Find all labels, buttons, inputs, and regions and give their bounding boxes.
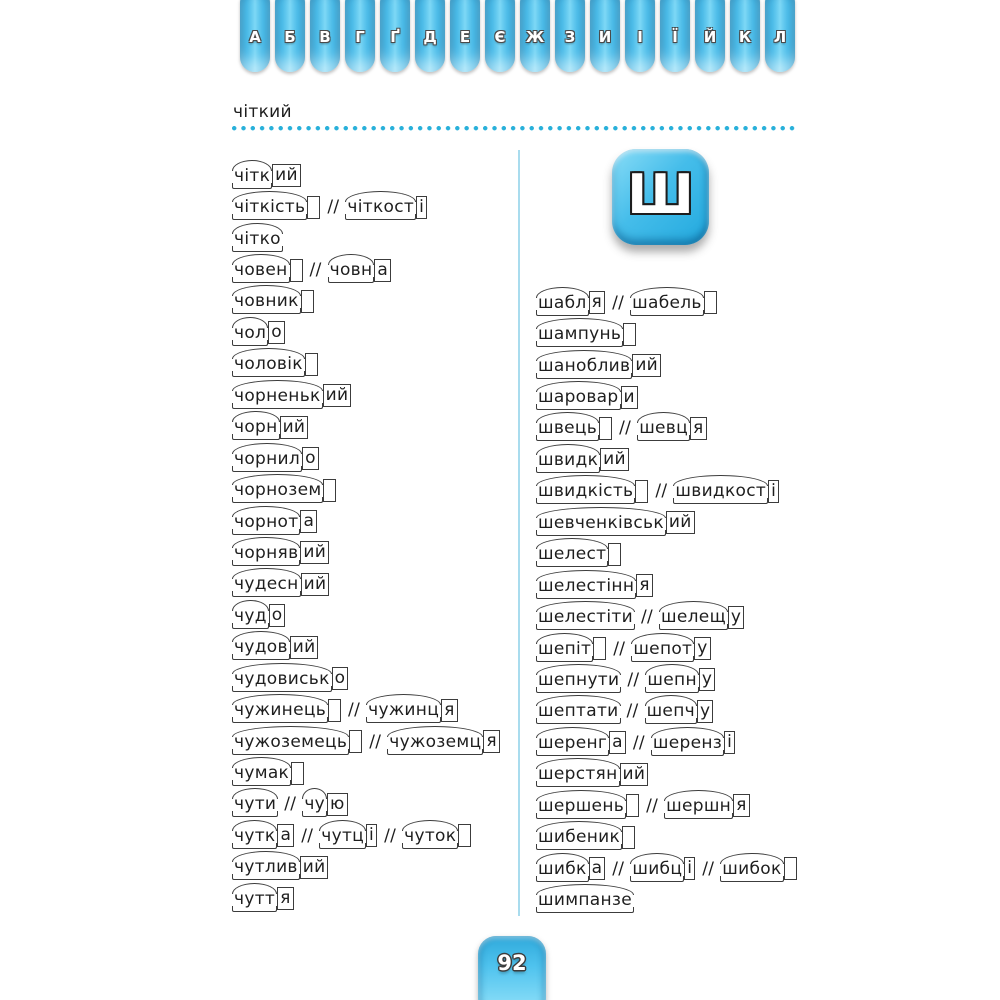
dictionary-entry [537, 539, 817, 570]
word-form [537, 731, 626, 754]
form-separator: // [369, 731, 382, 752]
alphabet-tab-І[interactable] [625, 0, 655, 72]
dictionary-entry [233, 883, 518, 914]
word-form [233, 259, 303, 282]
dictionary-entry [233, 820, 518, 851]
form-separator: // [613, 638, 626, 659]
word-stem: чутлив [234, 857, 298, 878]
ending-box: ий [272, 164, 301, 187]
zero-ending-box [626, 794, 639, 817]
word-stem: чудовиськ [234, 668, 330, 689]
zero-ending-box [307, 196, 320, 219]
word-form [329, 259, 392, 282]
word-form [233, 824, 294, 847]
ending-box: ий [290, 636, 319, 659]
zero-ending-box [704, 291, 717, 314]
zero-ending-box [301, 290, 314, 313]
word-stem: шепч [646, 701, 695, 722]
word-stem: шибк [538, 858, 587, 879]
dictionary-entry [537, 287, 817, 318]
dictionary-entry [537, 507, 817, 538]
word-stem: шибок [722, 858, 782, 879]
dictionary-entry [233, 600, 518, 631]
word-form [537, 448, 629, 471]
alphabet-tab-label: В [319, 27, 331, 46]
word-stem: швидкість [538, 481, 634, 502]
word-stem: чіткост [347, 197, 415, 218]
ending-box: я [277, 887, 294, 910]
alphabet-tab-Ї[interactable] [660, 0, 690, 72]
word-stem: шеренз [652, 732, 723, 753]
form-separator: // [284, 794, 297, 815]
zero-ending-box [291, 762, 304, 785]
ending-box: у [728, 606, 744, 629]
dictionary-entry [233, 286, 518, 317]
page-number: 92 [497, 951, 527, 975]
word-stem: чутк [234, 825, 276, 846]
form-separator: // [646, 795, 659, 816]
form-separator: // [655, 481, 668, 502]
word-form [665, 794, 750, 817]
word-form [537, 480, 648, 503]
dictionary-entry [233, 223, 518, 254]
word-stem: шелест [538, 544, 607, 565]
alphabet-tab-К[interactable] [730, 0, 760, 72]
ending-box: і [366, 824, 377, 847]
dictionary-entry [537, 727, 817, 758]
left-word-column [233, 160, 518, 915]
word-form [537, 826, 635, 849]
word-form [537, 701, 620, 721]
zero-ending-box [608, 543, 621, 566]
ending-box: ий [620, 763, 649, 786]
word-form [233, 196, 320, 219]
dictionary-entry [537, 790, 817, 821]
section-letter: Ш [627, 163, 694, 226]
ending-box: о [332, 667, 349, 690]
word-stem: чітко [234, 228, 281, 249]
word-stem: чоловік [234, 354, 303, 375]
alphabet-tab-Ґ[interactable] [380, 0, 410, 72]
ending-box: у [699, 668, 715, 691]
word-form [233, 604, 285, 627]
word-stem: шепот [633, 638, 693, 659]
ending-box: ий [666, 511, 695, 534]
dictionary-entry [233, 317, 518, 348]
ending-box: а [300, 510, 317, 533]
dictionary-entry [537, 853, 817, 884]
alphabet-tab-label: З [564, 27, 576, 46]
zero-ending-box [323, 479, 336, 502]
ending-box: і [768, 480, 779, 503]
word-form [537, 670, 620, 690]
word-stem: швидк [538, 449, 599, 470]
word-form [233, 762, 304, 785]
dictionary-entry [233, 632, 518, 663]
word-form [233, 353, 318, 376]
alphabet-tab-Б[interactable] [275, 0, 305, 72]
dictionary-entry [233, 537, 518, 568]
ending-box: я [690, 417, 707, 440]
ending-box: ий [632, 354, 661, 377]
alphabet-tab-label: К [738, 27, 752, 46]
word-stem: чудесн [234, 574, 299, 595]
dictionary-entry [537, 318, 817, 349]
column-divider-line [518, 150, 520, 916]
word-form [233, 636, 318, 659]
word-stem: човн [329, 260, 373, 281]
word-form [233, 416, 308, 439]
form-separator: // [301, 825, 314, 846]
alphabet-tab-label: Ж [525, 27, 545, 46]
word-stem: шерстян [538, 764, 618, 785]
word-form [303, 793, 347, 816]
form-separator: // [327, 197, 340, 218]
word-form [233, 479, 336, 502]
alphabet-tab-bar [240, 0, 795, 72]
word-stem: чудов [234, 637, 288, 658]
word-form [537, 574, 653, 597]
dictionary-entry [537, 601, 817, 632]
word-stem: чужинець [234, 700, 327, 721]
word-stem: шабель [632, 292, 702, 313]
alphabet-tab-label: И [598, 27, 612, 46]
dictionary-entry [233, 349, 518, 380]
zero-ending-box [622, 826, 635, 849]
alphabet-tab-label: Г [355, 27, 365, 46]
form-separator: // [612, 858, 625, 879]
word-stem: швидкост [675, 481, 767, 502]
dictionary-entry [233, 254, 518, 285]
word-stem: шаноблив [538, 355, 631, 376]
zero-ending-box [349, 730, 362, 753]
word-form [233, 447, 319, 470]
word-form [320, 824, 377, 847]
word-form [233, 887, 294, 910]
word-form [233, 730, 362, 753]
form-separator: // [627, 669, 640, 690]
word-stem: шепн [647, 669, 697, 690]
word-form [632, 637, 710, 660]
word-stem: шелестінн [538, 575, 635, 596]
word-form [631, 291, 717, 314]
word-stem: шевченківськ [538, 512, 664, 533]
dictionary-entry [233, 160, 518, 191]
dictionary-entry [537, 413, 817, 444]
word-stem: шабл [538, 292, 587, 313]
ending-box: а [589, 857, 606, 880]
word-stem: чуток [404, 825, 457, 846]
ending-box: я [733, 794, 750, 817]
alphabet-tab-З[interactable] [555, 0, 585, 72]
word-stem: шеренг [538, 732, 608, 753]
word-stem: чути [234, 794, 277, 815]
dictionary-entry [233, 726, 518, 757]
alphabet-tab-label: А [249, 27, 261, 46]
alphabet-tab-label: Д [423, 27, 437, 46]
alphabet-tab-label: Л [773, 27, 787, 46]
word-stem: чуд [234, 605, 267, 626]
form-separator: // [702, 858, 715, 879]
word-stem: шепнути [538, 669, 620, 690]
dictionary-entry [537, 570, 817, 601]
alphabet-tab-label: Б [284, 27, 296, 46]
word-form [233, 229, 282, 249]
word-form [233, 794, 277, 814]
zero-ending-box [623, 323, 636, 346]
word-stem: чорн [234, 417, 278, 438]
form-separator: // [612, 292, 625, 313]
ending-box: а [374, 259, 391, 282]
word-form [537, 763, 648, 786]
alphabet-tab-Й[interactable] [695, 0, 725, 72]
dictionary-entry [537, 633, 817, 664]
alphabet-tab-label: Й [703, 27, 717, 46]
word-stem: шимпанзе [538, 890, 632, 911]
ending-box: я [589, 291, 606, 314]
dictionary-entry [537, 664, 817, 695]
word-form [233, 573, 329, 596]
ending-box: ий [280, 416, 309, 439]
zero-ending-box [593, 637, 606, 660]
ending-box: і [416, 196, 427, 219]
word-form [537, 386, 638, 409]
zero-ending-box [290, 259, 303, 282]
section-letter-badge [612, 149, 709, 245]
ending-box: о [269, 604, 286, 627]
zero-ending-box [328, 699, 341, 722]
dictionary-entry [233, 569, 518, 600]
ending-box: я [441, 699, 458, 722]
form-separator: // [640, 607, 654, 628]
ending-box: ий [301, 573, 330, 596]
dictionary-entry [233, 474, 518, 505]
dictionary-entry [537, 476, 817, 507]
alphabet-tab-label: Є [494, 27, 506, 46]
alphabet-tab-Г[interactable] [345, 0, 375, 72]
alphabet-tab-В[interactable] [310, 0, 340, 72]
word-form [721, 857, 796, 880]
alphabet-tab-И[interactable] [590, 0, 620, 72]
word-form [537, 857, 605, 880]
running-head-word: чіткий [233, 102, 292, 122]
ending-box: о [302, 447, 319, 470]
dictionary-entry [233, 789, 518, 820]
zero-ending-box [305, 353, 318, 376]
alphabet-tab-label: Ґ [390, 27, 400, 46]
dictionary-entry [537, 381, 817, 412]
zero-ending-box [784, 857, 797, 880]
word-stem: чол [234, 322, 267, 343]
word-form [652, 731, 735, 754]
alphabet-tab-label: Е [459, 27, 471, 46]
alphabet-tab-label: І [637, 27, 643, 46]
word-form [233, 290, 314, 313]
dictionary-entry [537, 444, 817, 475]
ending-box: ий [600, 448, 629, 471]
form-separator: // [309, 260, 322, 281]
ending-box: і [684, 857, 695, 880]
ending-box: я [483, 730, 500, 753]
word-form [674, 480, 779, 503]
form-separator: // [619, 418, 632, 439]
word-stem: чужинц [368, 700, 440, 721]
dictionary-entry [233, 757, 518, 788]
dictionary-entry [233, 506, 518, 537]
zero-ending-box [599, 417, 612, 440]
word-stem: чужоземц [389, 731, 482, 752]
word-stem: чорнил [234, 448, 301, 469]
word-form [537, 543, 621, 566]
word-stem: чутт [234, 888, 276, 909]
word-form [537, 323, 636, 346]
word-stem: чужоземець [234, 731, 348, 752]
word-form [233, 384, 351, 407]
word-form [631, 857, 695, 880]
word-form [346, 196, 427, 219]
zero-ending-box [458, 824, 471, 847]
word-form [537, 354, 661, 377]
word-form [537, 511, 695, 534]
word-form [233, 321, 285, 344]
word-stem: швець [538, 418, 598, 439]
dictionary-entry [233, 191, 518, 222]
word-form [367, 699, 458, 722]
word-stem: шибц [632, 858, 683, 879]
word-form [646, 668, 715, 691]
word-form [537, 291, 605, 314]
alphabet-tab-Ж[interactable] [520, 0, 550, 72]
alphabet-tab-label: Ї [672, 27, 678, 46]
word-stem: шершень [538, 795, 625, 816]
word-stem: човник [234, 291, 299, 312]
dictionary-entry [537, 696, 817, 727]
form-separator: // [632, 732, 645, 753]
ending-box: ю [327, 793, 348, 816]
word-stem: шаровар [538, 387, 619, 408]
alphabet-tab-Л[interactable] [765, 0, 795, 72]
ending-box: а [609, 731, 626, 754]
dictionary-entry [537, 350, 817, 381]
word-form [233, 164, 301, 187]
word-form [638, 417, 706, 440]
word-stem: шепіт [538, 638, 592, 659]
form-separator: // [626, 701, 639, 722]
ending-box: у [697, 700, 713, 723]
word-stem: чорнозем [234, 480, 322, 501]
word-form [537, 890, 633, 910]
word-stem: чорняв [234, 542, 299, 563]
dictionary-entry [537, 759, 817, 790]
word-form [233, 667, 348, 690]
ending-box: у [694, 637, 710, 660]
word-form [403, 824, 471, 847]
ending-box: ий [323, 384, 352, 407]
dictionary-entry [537, 821, 817, 852]
ending-box: ий [300, 856, 329, 879]
dictionary-entry [233, 412, 518, 443]
ending-box: я [636, 574, 653, 597]
word-form [537, 637, 606, 660]
dictionary-entry [233, 852, 518, 883]
alphabet-tab-Е[interactable] [450, 0, 480, 72]
alphabet-tab-Д[interactable] [415, 0, 445, 72]
word-stem: шибеник [538, 827, 621, 848]
ending-box: і [724, 731, 735, 754]
word-stem: чорнот [234, 511, 299, 532]
word-form [233, 699, 341, 722]
form-separator: // [348, 700, 361, 721]
word-stem: шептати [538, 701, 619, 722]
page-number-tab [478, 936, 546, 1000]
word-form [233, 510, 317, 533]
word-form [233, 541, 329, 564]
word-stem: чіткість [234, 197, 306, 218]
dictionary-entry [537, 884, 817, 915]
form-separator: // [384, 825, 397, 846]
word-stem: шампунь [538, 324, 622, 345]
word-form [537, 607, 634, 627]
dictionary-entry [233, 380, 518, 411]
dictionary-entry [233, 694, 518, 725]
word-form [646, 700, 714, 723]
dotted-divider-rule [232, 126, 799, 131]
word-stem: шелещ [661, 607, 726, 628]
ending-box: а [277, 824, 294, 847]
dictionary-entry [233, 663, 518, 694]
alphabet-tab-А[interactable] [240, 0, 270, 72]
right-word-column [537, 287, 817, 916]
word-stem: чорненьк [234, 385, 321, 406]
word-stem: чумак [234, 763, 290, 784]
dictionary-entry [233, 443, 518, 474]
word-stem: шевц [639, 418, 688, 439]
word-form [388, 730, 500, 753]
word-form [660, 606, 744, 629]
word-stem: чутц [321, 825, 365, 846]
word-stem: чітк [234, 165, 271, 186]
word-form [233, 856, 328, 879]
word-stem: шершн [666, 795, 732, 816]
word-form [537, 794, 639, 817]
word-stem: шелестіти [538, 607, 633, 628]
word-stem: човен [234, 260, 288, 281]
ending-box: о [268, 321, 285, 344]
alphabet-tab-Є[interactable] [485, 0, 515, 72]
ending-box: и [621, 386, 638, 409]
zero-ending-box [635, 480, 648, 503]
ending-box: ий [300, 541, 329, 564]
word-form [537, 417, 612, 440]
word-stem: чу [304, 794, 326, 815]
